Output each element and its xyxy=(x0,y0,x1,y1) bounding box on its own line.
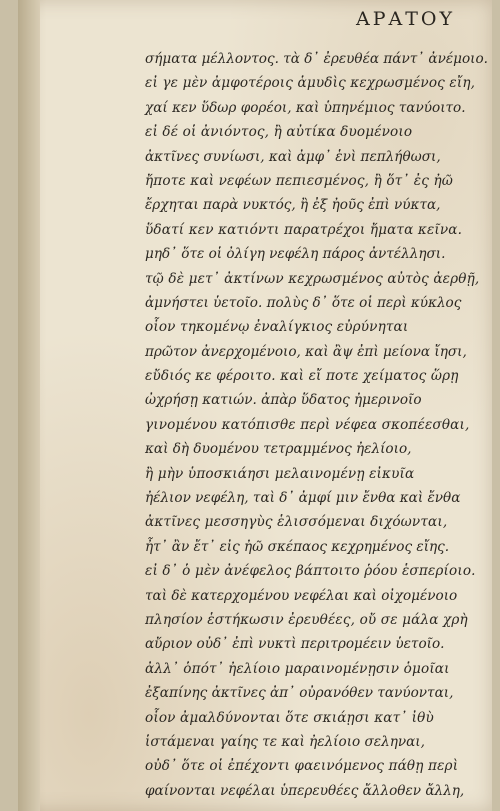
verse-line: εἰ γε μὲν ἀμφοτέροις ἁμυδὶς κεχρωσμένος εἴη, xyxy=(145,75,476,92)
verse-line: ἐξαπίνης ἀκτῖνες ἀπ᾽ οὐρανόθεν τανύονται, xyxy=(145,685,454,702)
verse-line: πρῶτον ἀνερχομένοιο, καὶ ἂψ ἐπὶ μείονα ἴησι, xyxy=(145,343,467,360)
verse-line: εἰ δ᾽ ὁ μὲν ἀνέφελος βάπτοιτο ῥόου ἑσπερίοιο. xyxy=(145,563,476,580)
verse-line: αὔριον οὐδ᾽ ἐπὶ νυκτὶ περιτρομέειν ὑετοῖο. xyxy=(145,636,445,653)
book-page xyxy=(18,0,492,811)
verse-line: οἷον ἀμαλδύνονται ὅτε σκιάῃσι κατ᾽ ἰθὺ xyxy=(145,709,434,726)
verse-line: γινομένου κατόπισθε περὶ νέφεα σκοπέεσθαι, xyxy=(145,416,470,433)
verse-line: σήματα μέλλοντος. τὰ δ᾽ ἐρευθέα πάντ᾽ ἀνέμοιο. xyxy=(145,51,488,67)
verse-line: εἰ δέ οἱ ἀνιόντος, ἢ αὐτίκα δυομένοιο xyxy=(145,124,413,141)
verse-line: πλησίον ἑστήκωσιν ἐρευθέες, οὔ σε μάλα χρὴ xyxy=(145,611,468,628)
verse-line: ἠέλιον νεφέλη, ταὶ δ᾽ ἀμφί μιν ἔνθα καὶ ἔνθα xyxy=(145,490,461,507)
verse-line: καὶ δὴ δυομένου τετραμμένος ἠελίοιο, xyxy=(145,441,412,458)
verse-line: εὔδιός κε φέροιτο. καὶ εἴ ποτε χείματος ὥρῃ xyxy=(145,368,459,385)
verse-block xyxy=(145,47,488,803)
verse-line: ἢ μὴν ὑποσκιάησι μελαινομένῃ εἰκυῖα xyxy=(145,465,415,482)
verse-line: ταὶ δὲ κατερχομένου νεφέλαι καὶ οἰχομένοιο xyxy=(145,587,458,604)
verse-line: ὕδατί κεν κατιόντι παρατρέχοι ἤματα κεῖνα. xyxy=(145,221,463,238)
verse-line: οἷον τηκομένῳ ἐναλίγκιος εὐρύνηται xyxy=(145,319,409,336)
verse-line: ἀκτῖνες συνίωσι, καὶ ἀμφ᾽ ἑνὶ πεπλήθωσι, xyxy=(145,148,441,165)
verse-line: ἱστάμεναι γαίης τε καὶ ἠελίοιο σεληναι, xyxy=(145,733,425,750)
verse-line: ἀκτῖνες μεσσηγὺς ἑλισσόμεναι διχόωνται, xyxy=(145,514,448,531)
verse-line: ἔρχηται παρὰ νυκτός, ἢ ἐξ ἠοῦς ἐπὶ νύκτα, xyxy=(145,197,441,214)
page-gutter xyxy=(18,0,40,811)
running-head: ΑΡΑΤΟΥ xyxy=(356,8,456,30)
verse-line: χαί κεν ὕδωρ φορέοι, καὶ ὑπηνέμιος τανύοιτο. xyxy=(145,99,466,116)
verse-line: ἀλλ᾽ ὁπότ᾽ ἠελίοιο μαραινομένῃσιν ὁμοῖαι xyxy=(145,660,450,677)
verse-line: ἀμνήστει ὑετοῖο. πολὺς δ᾽ ὅτε οἱ περὶ κύκλος xyxy=(145,294,462,311)
verse-line: φαίνονται νεφέλαι ὑπερευθέες ἄλλοθεν ἄλλη, xyxy=(145,782,465,799)
verse-line: ἦτ᾽ ἂν ἔτ᾽ εἰς ἠῶ σκέπαος κεχρημένος εἴης. xyxy=(145,538,450,555)
verse-line: μηδ᾽ ὅτε οἱ ὀλίγη νεφέλη πάρος ἀντέλλησι. xyxy=(145,246,446,263)
verse-line: τῷ δὲ μετ᾽ ἀκτίνων κεχρωσμένος αὐτὸς ἀερθῇ, xyxy=(145,270,480,287)
verse-line: ἤποτε καὶ νεφέων πεπιεσμένος, ἢ ὅτ᾽ ἐς ἠῶ xyxy=(145,172,453,189)
verse-line: οὐδ᾽ ὅτε οἱ ἐπέχοντι φαεινόμενος πάθῃ περὶ xyxy=(145,758,459,775)
verse-line: ὠχρήσῃ κατιών. ἀπὰρ ὕδατος ἠμερινοῖο xyxy=(145,392,422,409)
